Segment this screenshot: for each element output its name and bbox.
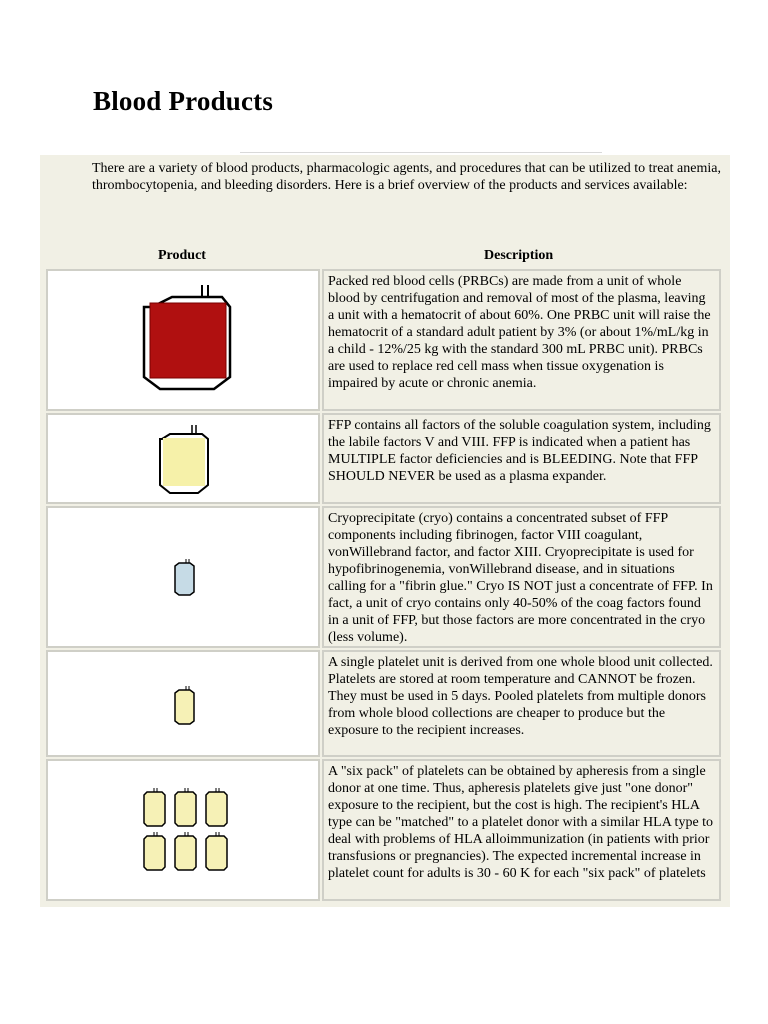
product-cell-six-pack (46, 759, 320, 901)
platelet-bag-2 (175, 788, 196, 826)
platelet-bag-3 (206, 788, 227, 826)
platelet-bag-4 (144, 832, 165, 870)
platelet-bag-5 (175, 832, 196, 870)
platelet-bag-1 (144, 788, 165, 826)
product-column-header: Product (158, 248, 206, 263)
product-cell-ffp (46, 413, 320, 504)
description-cell-cryo: Cryoprecipitate (cryo) contains a concentrated subset of FFP components including fibrinogen, factor VIII coagulant, vonWillebrand factor, and factor XIII. Cryoprecipitate is used for hypofibrinogenemia, vonWillebrand disease, and in situations calling for a "fibrin glue." Cryo IS NOT just a concentrate of FFP. In fact, a unit of cryo contains only 40-50% of the coag factors found in a unit of FFP, but those factors are more concentrated in the cryo (less volume). (322, 506, 721, 648)
product-cell-prbc (46, 269, 320, 411)
description-column-header: Description (484, 248, 554, 263)
description-cell-prbc: Packed red blood cells (PRBCs) are made from a unit of whole blood by centrifugation and removal of most of the plasma, leaving a unit with a hematocrit of about 60%. One PRBC unit will raise the hematocrit of a standard adult patient by 3% (or about 1%/mL/kg in a child - 12%/25 kg with the standard 300 mL PRBC unit). PRBCs are used to replace red cell mass when tissue oxygenation is impaired by acute or chronic anemia. (322, 269, 721, 411)
plasma-bag-icon (156, 423, 216, 501)
six-platelet-bags-icon (142, 787, 242, 877)
cryo-bag-icon (170, 558, 200, 598)
platelet-bag-icon (170, 685, 200, 727)
page-title: Blood Products (93, 86, 274, 116)
red-blood-bag-icon (142, 281, 232, 401)
title-divider (240, 152, 602, 153)
platelet-bag-6 (206, 832, 227, 870)
intro-paragraph: There are a variety of blood products, pharmacologic agents, and procedures that can be utilized to treat anemia, thrombocytopenia, and bleeding disorders. Here is a brief overview of the products and services available: (92, 161, 721, 193)
description-cell-six-pack: A "six pack" of platelets can be obtained by apheresis from a single donor at one time. Thus, apheresis platelets give just "one donor" exposure to the recipient, but the cost is high. The recipient's HLA type can be "matched" to a platelet donor with a similar HLA type to deal with problems of HLA alloimmunization (in patients with prior transfusions or pregnancies). The expected incremental increase in platelet count for adults is 30 - 60 K for each "six pack" of platelets (322, 759, 721, 901)
description-cell-platelet: A single platelet unit is derived from one whole blood unit collected. Platelets are stored at room temperature and CANNOT be frozen. They must be used in 5 days. Pooled platelets from multiple donors from whole blood collections are cheaper to produce but the exposure to the recipient increases. (322, 650, 721, 757)
product-cell-cryo (46, 506, 320, 648)
description-cell-ffp: FFP contains all factors of the soluble coagulation system, including the labile factors V and VIII. FFP is indicated when a patient has MULTIPLE factor deficiencies and is BLEEDING. Note that FFP SHOULD NEVER be used as a plasma expander. (322, 413, 721, 504)
product-cell-platelet (46, 650, 320, 757)
